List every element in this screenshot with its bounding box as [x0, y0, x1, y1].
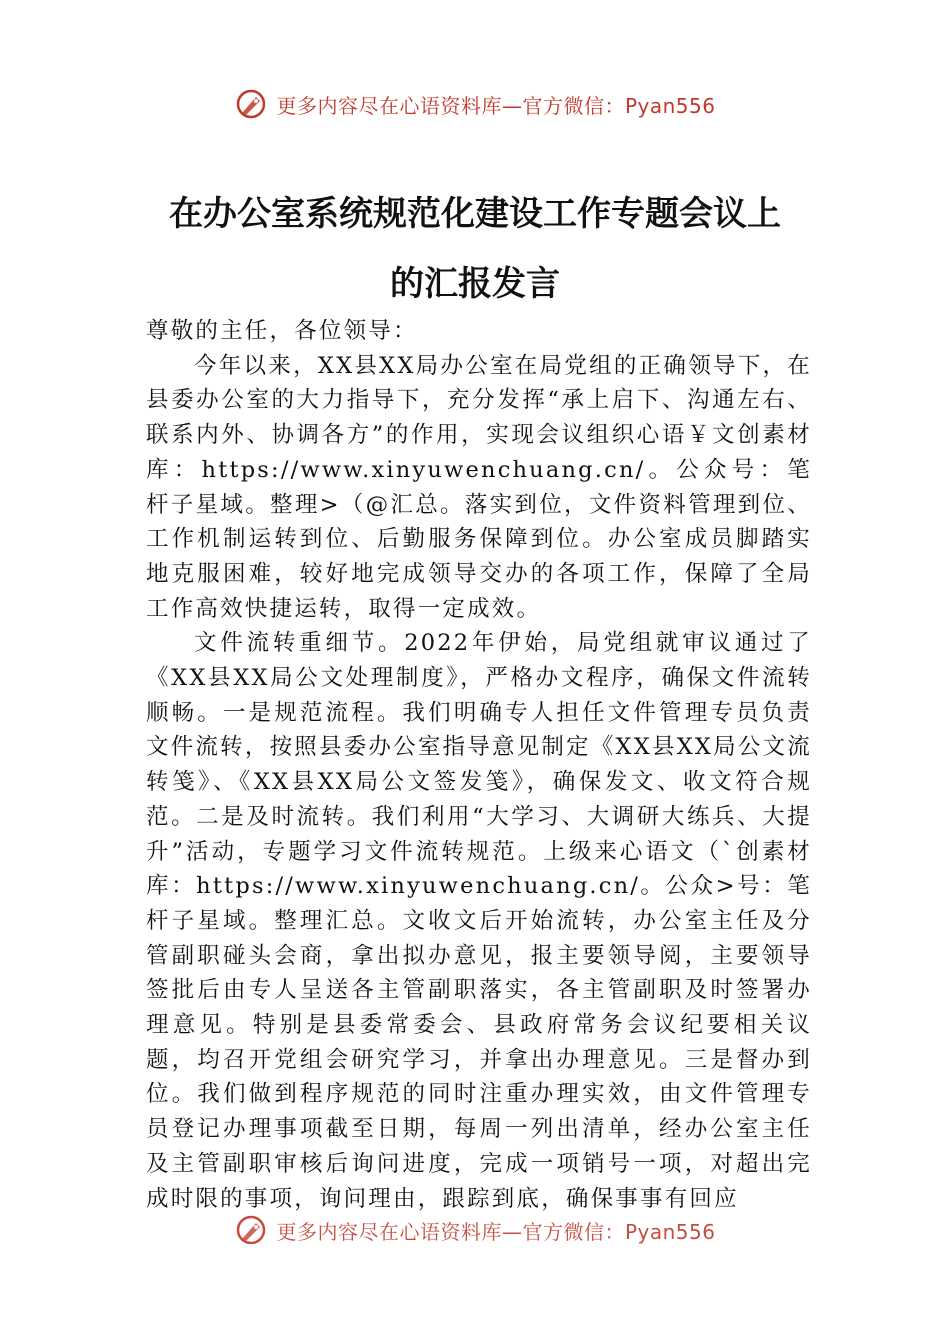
salutation: 尊敬的主任，各位领导：: [146, 318, 418, 344]
paragraph-1: 今年以来，XX县XX局办公室在局党组的正确领导下，在县委办公室的大力指导下，充分发挥“承上启下、沟通左右、联系内外、协调各方”的作用，实现会议组织心语￥文创素材库：https://www.xinyuwenchuang.cn/。公众号：笔杆子星域。整理>（@汇总。落实到位，文件资料管理到位、工作机制运转到位、后勤服务保障到位。办公室成员脚踏实地克服困难，较好地完成领导交办的各项工作，保障了全局工作高效快捷运转，取得一定成效。: [146, 352, 812, 622]
watermark-text: 更多内容尽在心语资料库—官方微信：Pyan556: [276, 93, 716, 118]
document-title-line-1: 在办公室系统规范化建设工作专题会议上: [169, 194, 781, 234]
pen-nib-logo-icon: [234, 87, 268, 121]
document-title-line-2: 的汇报发言: [390, 264, 560, 304]
paragraph-2: 文件流转重细节。2022年伊始，局党组就审议通过了《XX县XX局公文处理制度》，严格办文程序，确保文件流转顺畅。一是规范流程。我们明确专人担任文件管理专员负责文件流转，按照县委办公室指导意见制定《XX县XX局公文流转笺》、《XX县XX局公文签发笺》，确保发文、收文符合规范。二是及时流转。我们利用“大学习、大调研大练兵、大提升”活动，专题学习文件流转规范。上级来心语文（`创素材库：https://www.xinyuwenchuang.cn/。公众>号：笔杆子星域。整理汇总。文收文后开始流转，办公室主任及分管副职碰头会商，拿出拟办意见，报主要领导阅，主要领导签批后由专人呈送各主管副职落实，各主管副职及时签署办理意见。特别是县委常委会、县政府常务会议纪要相关议题，均召开党组会研究学习，并拿出办理意见。三是督办到位。我们做到程序规范的同时注重办理实效，由文件管理专员登记办理事项截至日期，每周一列出清单，经办公室主任及主管副职审核后询问进度，完成一项销号一项，对超出完成时限的事项，询问理由，跟踪到底，确保事事有回应: [146, 630, 812, 1212]
document-body: [146, 314, 812, 1216]
header-watermark: [0, 84, 950, 124]
watermark-text: 更多内容尽在心语资料库—官方微信：Pyan556: [276, 1219, 716, 1244]
footer-watermark: [0, 1204, 950, 1244]
pen-nib-logo-icon: [234, 1213, 268, 1244]
